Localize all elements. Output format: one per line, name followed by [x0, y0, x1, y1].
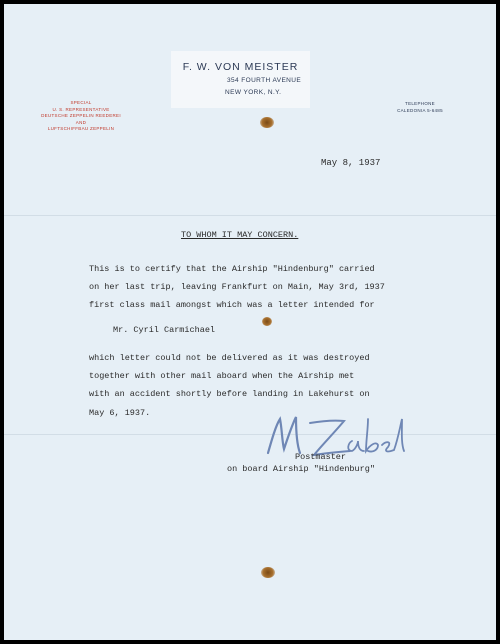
body-line: with an accident shortly before landing in Lakehurst on	[89, 389, 370, 399]
body-line: May 6, 1937.	[89, 408, 151, 418]
rep-line: LUFTSCHIFFBAU ZEPPELIN	[47, 126, 115, 131]
fold-line	[4, 434, 496, 435]
fold-line	[4, 215, 496, 216]
letter-date: May 8, 1937	[321, 158, 381, 168]
body-line: on her last trip, leaving Frankfurt on Main, May 3rd, 1937	[89, 282, 385, 292]
signature-subtitle: on board Airship "Hindenburg"	[227, 464, 375, 474]
letter-heading: TO WHOM IT MAY CONCERN.	[181, 230, 299, 240]
rep-line: AND	[75, 119, 87, 125]
addressee-line: Mr. Cyril Carmichael	[113, 325, 216, 335]
body-line: first class mail amongst which was a letter intended for	[89, 300, 375, 310]
body-line: together with other mail aboard when the Airship met	[89, 371, 355, 381]
punch-hole	[260, 117, 274, 128]
letterhead-telephone-block	[380, 101, 460, 114]
telephone-number: CALEDONIA 5-6485	[397, 107, 443, 113]
rep-line: DEUTSCHE ZEPPELIN REEDEREI	[41, 113, 121, 118]
letterhead-representative-block	[26, 100, 136, 133]
letter-sheet	[4, 4, 496, 640]
letterhead-address-1: 354 FOURTH AVENUE	[227, 77, 302, 84]
punch-hole	[262, 317, 272, 326]
telephone-label: TELEPHONE	[405, 101, 435, 106]
rep-line: U. S. REPRESENTATIVE	[52, 106, 110, 112]
punch-hole	[261, 567, 275, 578]
signature-title: Postmaster	[295, 452, 347, 462]
letterhead-name: F. W. VON MEISTER	[182, 61, 299, 73]
letterhead-box	[171, 51, 310, 108]
body-line: which letter could not be delivered as it was destroyed	[89, 353, 370, 363]
letterhead-address-2: NEW YORK, N.Y.	[225, 89, 282, 96]
rep-line: SPECIAL	[70, 100, 92, 105]
body-line: This is to certify that the Airship "Hindenburg" carried	[89, 264, 375, 274]
